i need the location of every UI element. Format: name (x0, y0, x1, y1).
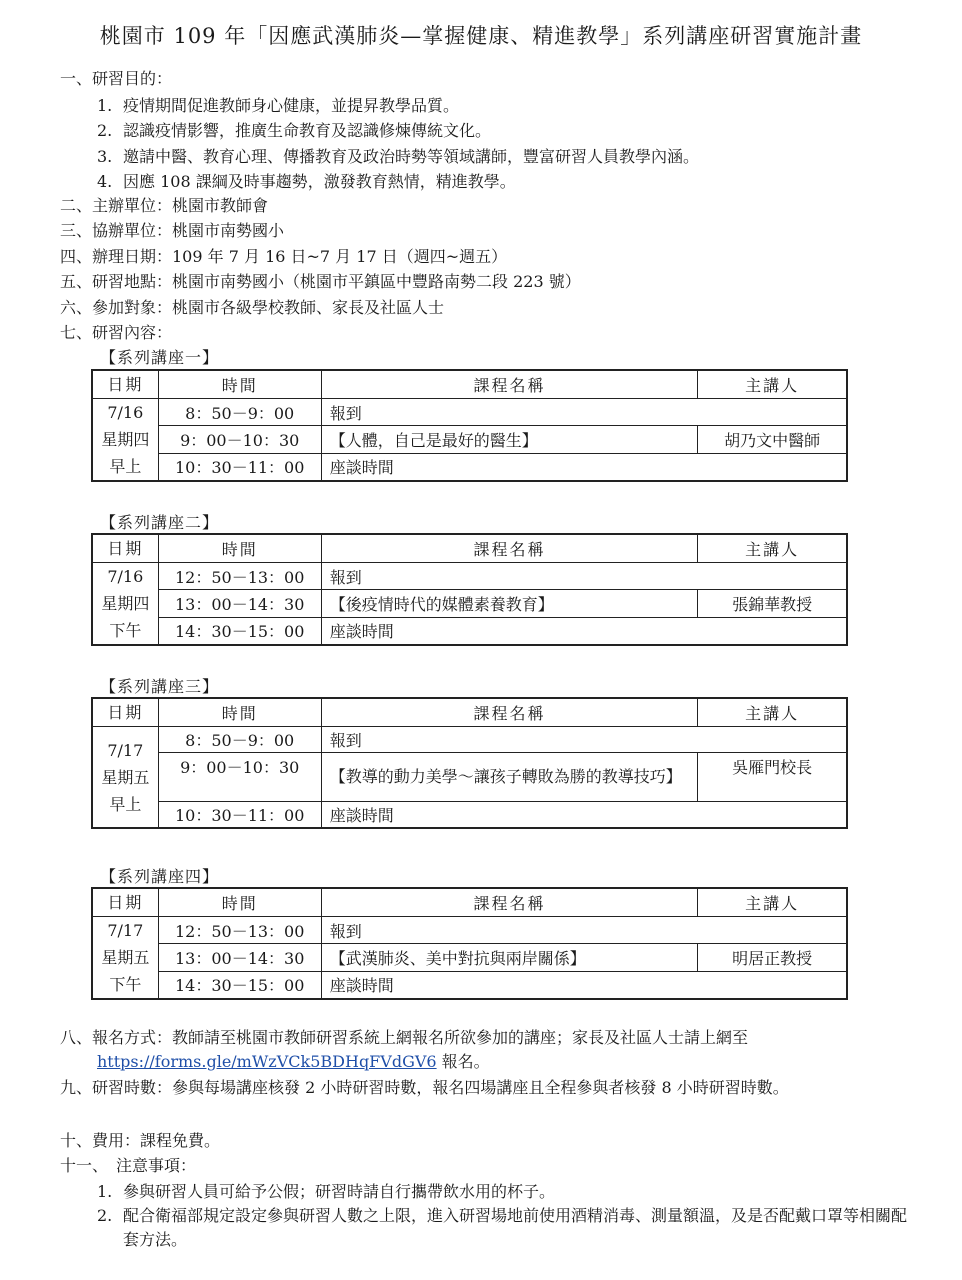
series-3-label: 【系列講座三】 (100, 677, 220, 696)
time-cell: 14：30－15：00 (158, 971, 321, 999)
header-speaker: 主講人 (698, 698, 847, 727)
time-cell: 8：50－9：00 (158, 399, 321, 426)
header-date: 日期 (92, 888, 158, 917)
date-cell: 7/17 星期五 早上 (92, 727, 158, 829)
series-1-label: 【系列講座一】 (100, 348, 220, 367)
speaker-cell: 明居正教授 (698, 944, 847, 971)
series-2-table (91, 533, 848, 646)
table-row (92, 917, 847, 944)
registration-method (60, 1026, 890, 1074)
table-row (92, 399, 847, 426)
course-cell: 座談時間 (321, 971, 847, 999)
header-course: 課程名稱 (321, 370, 697, 399)
time-cell: 14：30－15：00 (158, 617, 321, 645)
table-header-row (92, 698, 847, 727)
content-heading: 七、研習內容： (60, 323, 173, 342)
table-row (92, 753, 847, 802)
header-time: 時間 (158, 370, 321, 399)
table-row (92, 563, 847, 590)
table-header-row (92, 370, 847, 399)
date-cell: 7/17 星期五 下午 (92, 917, 158, 1000)
purpose-item-3: 3. 邀請中醫、教育心理、傳播教育及政治時勢等領域講師，豐富研習人員教學內涵。 (97, 147, 700, 166)
purpose-item-2: 2. 認識疫情影響，推廣生命教育及認識修煉傳統文化。 (97, 121, 492, 140)
series-2-label: 【系列講座二】 (100, 513, 220, 532)
table-row (92, 802, 847, 829)
training-hours: 九、研習時數：參與每場講座核發 2 小時研習時數，報名四場講座且全程參與者核發 8 小時研習時數。 (60, 1078, 789, 1097)
organizer: 二、主辦單位：桃園市教師會 (60, 196, 269, 215)
notes-heading: 十一、 注意事項： (60, 1156, 197, 1175)
date-cell: 7/16 星期四 下午 (92, 563, 158, 646)
document-title: 桃園市 109 年「因應武漢肺炎—掌握健康、精進教學」系列講座研習實施計畫 (99, 24, 863, 48)
course-cell: 【教導的動力美學～讓孩子轉敗為勝的教導技巧】 (321, 753, 697, 802)
time-cell: 13：00－14：30 (158, 944, 321, 971)
event-audience: 六、參加對象：桃園市各級學校教師、家長及社區人士 (60, 298, 445, 317)
header-speaker: 主講人 (698, 370, 847, 399)
purpose-item-1: 1. 疫情期間促進教師身心健康，並提昇教學品質。 (97, 96, 460, 115)
header-time: 時間 (158, 534, 321, 563)
event-venue: 五、研習地點：桃園市南勢國小（桃園市平鎮區中豐路南勢二段 223 號） (60, 272, 581, 291)
series-4-table (91, 887, 848, 1000)
time-cell: 12：50－13：00 (158, 917, 321, 944)
speaker-cell: 吳雁門校長 (698, 753, 847, 802)
table-row (92, 727, 847, 753)
header-speaker: 主講人 (698, 534, 847, 563)
speaker-cell: 張錦華教授 (698, 590, 847, 617)
header-course: 課程名稱 (321, 534, 697, 563)
event-dates: 四、辦理日期：109 年 7 月 16 日~7 月 17 日（週四~週五） (60, 247, 508, 266)
table-header-row (92, 534, 847, 563)
registration-link[interactable]: https://forms.gle/mWzVCk5BDHqFVdGV6 (97, 1052, 437, 1071)
course-cell: 報到 (321, 399, 847, 426)
header-course: 課程名稱 (321, 888, 697, 917)
header-date: 日期 (92, 534, 158, 563)
co-organizer: 三、協辦單位：桃園市南勢國小 (60, 221, 285, 240)
header-time: 時間 (158, 888, 321, 917)
date-cell: 7/16 星期四 早上 (92, 399, 158, 482)
header-course: 課程名稱 (321, 698, 697, 727)
time-cell: 10：30－11：00 (158, 453, 321, 481)
course-cell: 【武漢肺炎、美中對抗與兩岸關係】 (321, 944, 697, 971)
note-item-1: 1. 參與研習人員可給予公假；研習時請自行攜帶飲水用的杯子。 (97, 1182, 556, 1201)
time-cell: 8：50－9：00 (158, 727, 321, 753)
purpose-heading: 一、研習目的： (60, 69, 173, 88)
registration-text: 八、報名方式：教師請至桃園市教師研習系統上網報名所欲參加的講座；家長及社區人士請上網至 (60, 1028, 749, 1047)
time-cell: 9：00－10：30 (158, 753, 321, 802)
header-speaker: 主講人 (698, 888, 847, 917)
header-date: 日期 (92, 370, 158, 399)
course-cell: 報到 (321, 563, 847, 590)
course-cell: 座談時間 (321, 453, 847, 481)
note-item-2: 2. 配合衛福部規定設定參與研習人數之上限，進入研習場地前使用酒精消毒、測量額溫，及是否配戴口罩等相關配套方法。 (97, 1206, 908, 1249)
purpose-item-4: 4. 因應 108 課綱及時事趨勢，激發教育熱情，精進教學。 (97, 172, 516, 191)
course-cell: 【後疫情時代的媒體素養教育】 (321, 590, 697, 617)
course-cell: 報到 (321, 917, 847, 944)
registration-suffix: 報名。 (436, 1052, 490, 1071)
series-4-label: 【系列講座四】 (100, 867, 220, 886)
series-3-table (91, 697, 848, 829)
table-row (92, 426, 847, 453)
course-cell: 【人體，自己是最好的醫生】 (321, 426, 697, 453)
table-row (92, 453, 847, 481)
time-cell: 10：30－11：00 (158, 802, 321, 829)
series-1-table (91, 369, 848, 482)
table-header-row (92, 888, 847, 917)
table-row (92, 971, 847, 999)
fee: 十、費用：課程免費。 (60, 1131, 221, 1150)
table-row (92, 590, 847, 617)
time-cell: 9：00－10：30 (158, 426, 321, 453)
course-cell: 座談時間 (321, 802, 847, 829)
time-cell: 13：00－14：30 (158, 590, 321, 617)
header-date: 日期 (92, 698, 158, 727)
table-row (92, 617, 847, 645)
speaker-cell: 胡乃文中醫師 (698, 426, 847, 453)
course-cell: 報到 (321, 727, 847, 753)
time-cell: 12：50－13：00 (158, 563, 321, 590)
header-time: 時間 (158, 698, 321, 727)
table-row (92, 944, 847, 971)
course-cell: 座談時間 (321, 617, 847, 645)
